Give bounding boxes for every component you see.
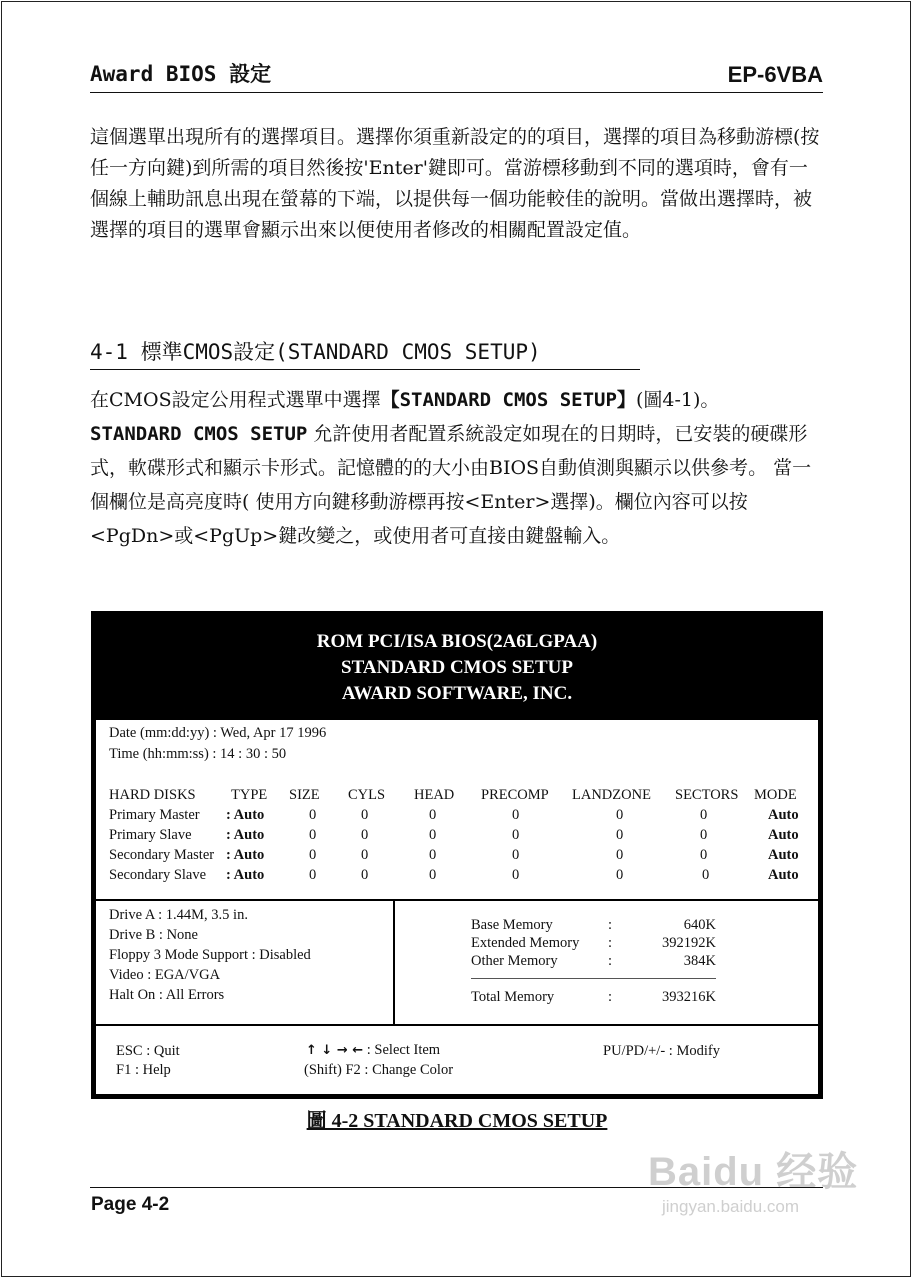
halt-on-field[interactable]: Halt On : All Errors: [109, 987, 225, 1003]
disk-size: 0: [309, 847, 317, 863]
key-esc-quit: ESC : Quit: [116, 1043, 180, 1059]
memory-label: Extended Memory: [471, 935, 580, 951]
header-rule: [90, 92, 823, 93]
separator-right: [393, 899, 818, 901]
hdd-col-head: HEAD: [414, 787, 455, 803]
section-title: 4-1 標準CMOS設定(STANDARD CMOS SETUP): [90, 340, 541, 364]
figure-caption: 圖 4-2 STANDARD CMOS SETUP: [306, 1110, 608, 1132]
hdd-col-disks: HARD DISKS: [109, 787, 196, 803]
hdd-col-type: TYPE: [231, 787, 268, 803]
disk-name: Secondary Slave: [109, 867, 207, 883]
disk-head: 0: [429, 867, 437, 883]
section-body: [90, 383, 824, 553]
disk-size: 0: [309, 807, 317, 823]
intro-paragraph: 這個選單出現所有的選擇項目。選擇你須重新設定的的項目，選擇的項目為移動游標(按任一方向鍵)到所需的項目然後按'Enter'鍵即可。當游標移動到不同的選項時，會有一個線上輔助訊息出現在螢幕的下端，以提供每一個功能較佳的說明。當做出選擇時，被選擇的項目的選單會顯示出來以便使用者修改的相關配置設定值。: [90, 126, 820, 241]
memory-label: Total Memory: [471, 989, 555, 1005]
watermark: [648, 1140, 868, 1217]
disk-type[interactable]: : Auto: [226, 827, 265, 843]
memory-sep: :: [608, 935, 613, 951]
disk-mode[interactable]: Auto: [768, 807, 799, 823]
bios-panel: [96, 720, 818, 1094]
section-rule: [90, 369, 640, 370]
disk-precomp: 0: [512, 867, 520, 883]
date-field[interactable]: Date (mm:dd:yy) : Wed, Apr 17 1996: [109, 725, 327, 741]
hdd-col-mode: MODE: [754, 787, 797, 803]
bios-title-line-1: ROM PCI/ISA BIOS(2A6LGPAA): [316, 631, 598, 652]
drive-a-field[interactable]: Drive A : 1.44M, 3.5 in.: [109, 907, 248, 923]
disk-name: Primary Slave: [109, 827, 192, 843]
body-part-3: 允許使用者配置系統設定如現在的日期時，已安裝的硬碟形式，軟碟形式和顯示卡形式。記憶體的的大小由BIOS自動偵測與顯示以供參考。 當一個欄位是高亮度時( 使用方向鍵移動游標再按<Enter>選擇)。欄位內容可以按<PgDn>或<PgUp>鍵改變之，或使用者可直接由鍵盤輸入。: [90, 423, 812, 547]
disk-precomp: 0: [512, 827, 520, 843]
separator-vertical: [393, 899, 395, 1025]
memory-value: 640K: [683, 917, 716, 933]
disk-mode[interactable]: Auto: [768, 867, 799, 883]
video-field[interactable]: Video : EGA/VGA: [109, 967, 221, 983]
hdd-col-sectors: SECTORS: [675, 787, 739, 803]
disk-size: 0: [309, 827, 317, 843]
key-modify: PU/PD/+/- : Modify: [603, 1043, 720, 1059]
body-part-2: (圖4-1)。: [635, 389, 720, 411]
disk-cyls: 0: [361, 827, 369, 843]
hdd-col-size: SIZE: [289, 787, 320, 803]
bios-title-block: [91, 629, 823, 707]
hdd-col-cyls: CYLS: [348, 787, 386, 803]
disk-cyls: 0: [361, 807, 369, 823]
disk-mode[interactable]: Auto: [768, 827, 799, 843]
disk-name: Secondary Master: [109, 847, 215, 863]
separator-bottom: [96, 1024, 818, 1026]
disk-sectors: 0: [700, 807, 708, 823]
hdd-col-landzone: LANDZONE: [572, 787, 651, 803]
disk-cyls: 0: [361, 867, 369, 883]
disk-cyls: 0: [361, 847, 369, 863]
memory-label: Base Memory: [471, 917, 553, 933]
disk-landzone: 0: [616, 867, 624, 883]
hdd-col-precomp: PRECOMP: [481, 787, 549, 803]
body-strong-1: 【STANDARD CMOS SETUP】: [380, 389, 636, 411]
disk-sectors: 0: [702, 867, 710, 883]
body-part-1: 在CMOS設定公用程式選單中選擇: [90, 389, 381, 411]
disk-landzone: 0: [616, 847, 624, 863]
disk-type[interactable]: : Auto: [226, 867, 265, 883]
bios-title-line-2: STANDARD CMOS SETUP: [341, 657, 573, 678]
watermark-logo: Baidu 经验: [648, 1150, 859, 1194]
memory-sep: :: [608, 989, 613, 1005]
disk-mode[interactable]: Auto: [768, 847, 799, 863]
header-title: Award BIOS 設定: [90, 62, 272, 86]
drive-b-field[interactable]: Drive B : None: [109, 927, 198, 943]
memory-value: 393216K: [662, 989, 716, 1005]
disk-head: 0: [429, 847, 437, 863]
disk-type[interactable]: : Auto: [226, 807, 265, 823]
floppy-3-mode-field[interactable]: Floppy 3 Mode Support : Disabled: [109, 947, 311, 963]
memory-sep: :: [608, 953, 613, 969]
arrow-keys-icon: ↑ ↓ → ←: [306, 1043, 364, 1058]
disk-sectors: 0: [700, 847, 708, 863]
select-item-label: : Select Item: [366, 1042, 441, 1058]
disk-precomp: 0: [512, 847, 520, 863]
key-shift-f2: (Shift) F2 : Change Color: [304, 1062, 454, 1078]
disk-head: 0: [429, 807, 437, 823]
disk-sectors: 0: [700, 827, 708, 843]
memory-total-rule: [471, 978, 716, 979]
key-arrows-select: [306, 1042, 440, 1059]
header-model: EP-6VBA: [727, 62, 823, 87]
memory-value: 392192K: [662, 935, 716, 951]
memory-sep: :: [608, 917, 613, 933]
watermark-url: jingyan.baidu.com: [662, 1197, 800, 1216]
page-number: Page 4-2: [91, 1194, 170, 1215]
memory-label: Other Memory: [471, 953, 558, 969]
disk-landzone: 0: [616, 827, 624, 843]
disk-precomp: 0: [512, 807, 520, 823]
body-strong-2: STANDARD CMOS SETUP: [90, 423, 308, 445]
key-f1-help: F1 : Help: [116, 1062, 171, 1078]
disk-name: Primary Master: [109, 807, 200, 823]
disk-type[interactable]: : Auto: [226, 847, 265, 863]
disk-head: 0: [429, 827, 437, 843]
bios-title-line-3: AWARD SOFTWARE, INC.: [341, 683, 573, 704]
time-field[interactable]: Time (hh:mm:ss) : 14 : 30 : 50: [109, 746, 287, 762]
disk-landzone: 0: [616, 807, 624, 823]
separator-left: [96, 899, 394, 901]
disk-size: 0: [309, 867, 317, 883]
bios-screen-figure: [91, 611, 823, 1099]
memory-value: 384K: [683, 953, 716, 969]
